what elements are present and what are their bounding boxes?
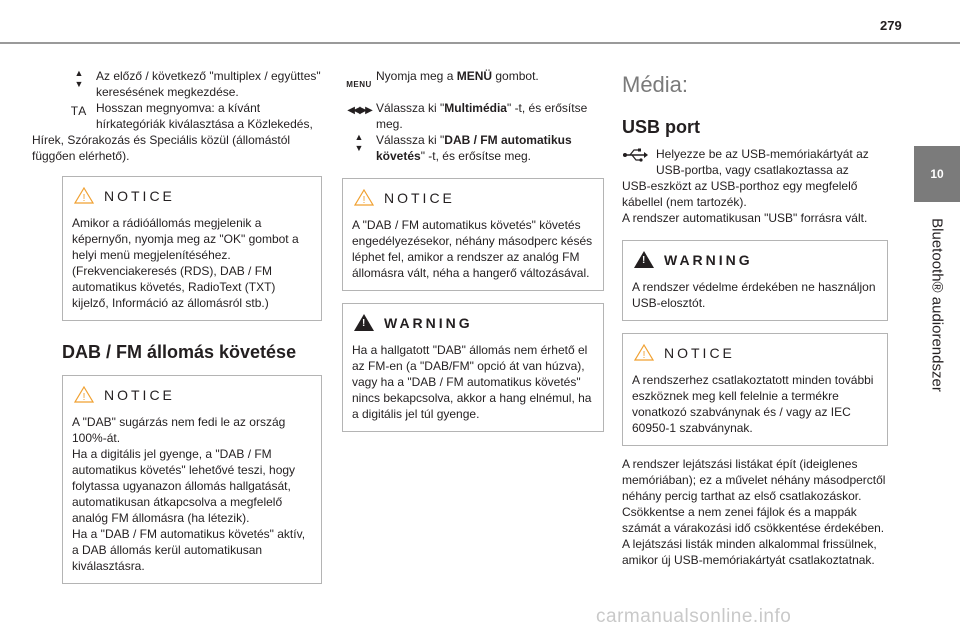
- notice-title: NOTICE: [104, 187, 175, 204]
- ta-text-continued: Hírek, Szórakozás és Speciális közül (állomástól függően elérhető).: [32, 133, 291, 163]
- usb-text: Helyezze be az USB-memóriakártyát az USB-portba, vagy csatlakoztassa az: [656, 147, 869, 177]
- warning-box-1: [342, 303, 604, 432]
- dab-fm-heading: DAB / FM állomás követése: [62, 342, 297, 362]
- warning-icon: !: [634, 251, 654, 268]
- notice-title: NOTICE: [104, 386, 175, 403]
- seek-multiplex-text: Az előző / következő "multiplex / együttes" keresésének megkezdése.: [96, 69, 321, 99]
- notice-text: A "DAB" sugárzás nem fedi le az ország 100%-át. Ha a digitális jel gyenge, a "DAB / FM automatikus követés" lehetővé teszi, hogy folytassa ugyanazon állomás hallgatását, automatikusan átkapcsolva a megfelelő analóg FM állomásra (ha létezik). Ha a "DAB / FM automatikus követés" aktív, a DAB állomás kerül automatikusan kiválasztásra.: [72, 415, 306, 573]
- left-right-arrows-icon: ◀◀ ▶▶: [347, 105, 371, 116]
- notice-box-2: [62, 375, 322, 584]
- notice-text: A rendszerhez csatlakoztatott minden további eszköznek meg kell felelnie a termékre vonatkozó szabványnak és / vagy az IEC 60950-1 szabványnak.: [632, 373, 874, 435]
- ta-row: [62, 100, 322, 132]
- playlist-text: A rendszer lejátszási listákat épít (ideiglenes memóriában); ez a művelet néhány másodperctől néhány percig tarthat az első csatlakozáskor. Csökkentse a nem zenei fájlok és a mappák számát a várakozási idő csökkentése érdekében. A lejátszási listák minden alkalommal frissülnek, amikor új USB-memóriakártyát csatlakoztatnak.: [622, 457, 886, 567]
- step-multimedia: [342, 100, 604, 132]
- usb-port-heading: USB port: [622, 117, 700, 137]
- warning-icon: !: [354, 314, 374, 331]
- usb-icon: [622, 146, 656, 165]
- step-menu-text: Nyomja meg a MENÜ gombot.: [376, 69, 539, 83]
- header-rule: [0, 42, 960, 44]
- step-dab-fm-text: Válassza ki "DAB / FM automatikus követés" -t, és erősítse meg.: [376, 133, 572, 163]
- chapter-tab: 10: [914, 146, 960, 202]
- usb-row: [622, 146, 888, 178]
- step-dab-fm: [342, 132, 604, 164]
- svg-text:!: !: [82, 392, 86, 403]
- notice-title: NOTICE: [384, 189, 455, 206]
- notice-box-4: [622, 333, 888, 446]
- up-down-arrows-icon: ▲ ▼: [354, 132, 364, 153]
- notice-icon: [74, 187, 94, 204]
- page-number: 279: [880, 18, 902, 33]
- warning-text: A rendszer védelme érdekében ne használjon USB-elosztót.: [632, 280, 876, 310]
- warning-title: WARNING: [384, 314, 473, 331]
- warning-box-2: [622, 240, 888, 321]
- warning-title: WARNING: [664, 251, 753, 268]
- watermark: carmanualsonline.info: [596, 606, 792, 627]
- notice-icon: [354, 189, 374, 206]
- usb-text-continued: USB-eszközt az USB-porthoz egy megfelelő kábellel (nem tartozék). A rendszer automatikusan "USB" forrásra vált.: [622, 179, 868, 225]
- chapter-title: Bluetooth® audiorendszer: [928, 218, 946, 392]
- notice-text: Amikor a rádióállomás megjelenik a képernyőn, nyomja meg az "OK" gombot a helyi menü megjelenítéséhez. (Frekvenciakeresés (RDS), DAB / FM automatikus követés, RadioText (TXT) kijelző, Információ az állomásról stb.): [72, 216, 299, 310]
- notice-box-1: [62, 176, 322, 321]
- ta-icon: TA: [70, 104, 88, 118]
- step-menu: [342, 68, 604, 90]
- media-section-title: Média:: [622, 72, 689, 97]
- notice-box-3: [342, 178, 604, 291]
- ta-text: Hosszan megnyomva: a kívánt hírkategóriák kiválasztása a Közlekedés,: [96, 101, 313, 131]
- notice-title: NOTICE: [664, 344, 735, 361]
- notice-text: A "DAB / FM automatikus követés" követés engedélyezésekor, néhány másodperc késés léphet fel, amikor a rendszer az analóg FM állomásra vált, néha a hangerő változásával.: [352, 218, 593, 280]
- seek-multiplex-row: [62, 68, 322, 100]
- step-multimedia-text: Válassza ki "Multimédia" -t, és erősítse meg.: [376, 101, 588, 131]
- column-left: [32, 68, 322, 584]
- warning-text: Ha a hallgatott "DAB" állomás nem érhető el az FM-en (a "DAB/FM" opció át van húzva), vagy ha a "DAB / FM automatikus követés" nincs bekapcsolva, akkor a hang elnémul, ha a digitális jel túl gyenge.: [352, 343, 592, 421]
- column-right: [622, 68, 888, 568]
- up-down-arrows-icon: ▲ ▼: [74, 68, 84, 89]
- menu-button-icon: MENU: [346, 80, 372, 89]
- notice-icon: [634, 344, 654, 361]
- svg-text:!: !: [82, 193, 86, 204]
- notice-icon: [74, 386, 94, 403]
- column-middle: [342, 68, 604, 432]
- svg-text:!: !: [642, 350, 646, 361]
- svg-text:!: !: [362, 195, 366, 206]
